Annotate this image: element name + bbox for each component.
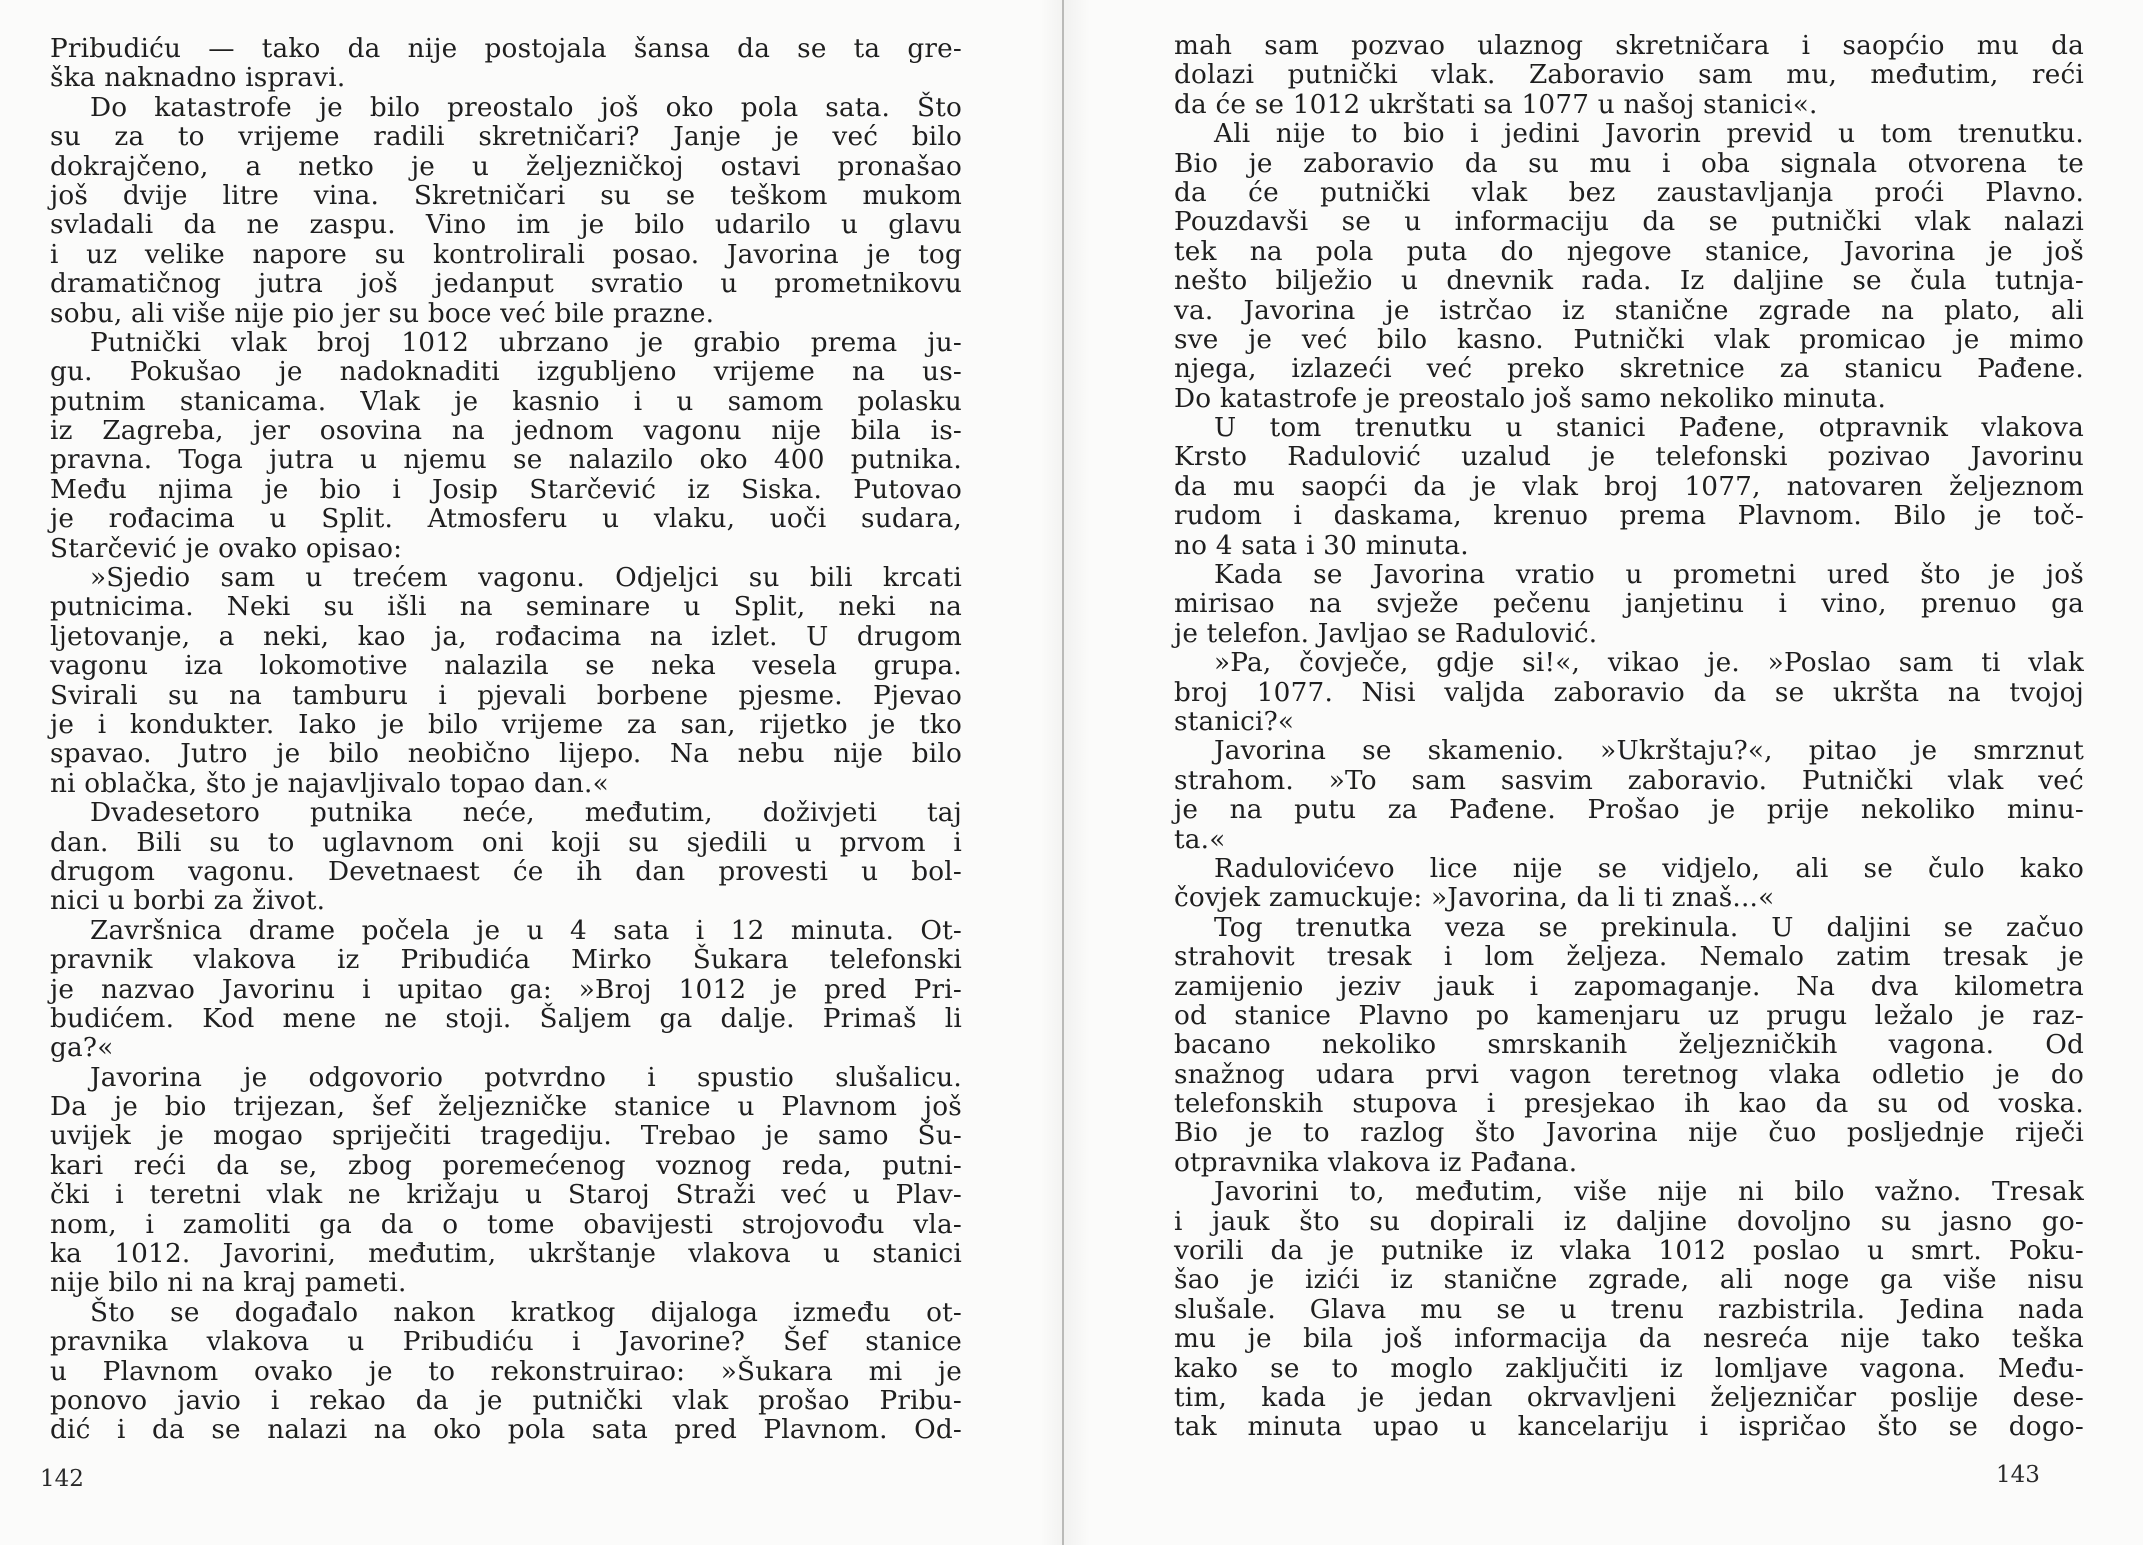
text-line: bacano nekoliko smrskanih željezničkih vagona. Od	[1174, 1030, 2084, 1061]
text-line: rudom i daskama, krenuo prema Plavnom. Bilo je toč-	[1174, 501, 2084, 532]
text-line: Pribudiću — tako da nije postojala šansa da se ta gre-	[50, 34, 962, 64]
text-line: drugom vagonu. Devetnaest će ih dan provesti u bol-	[50, 856, 962, 887]
text-line: strahom. »To sam sasvim zaboravio. Putnički vlak već	[1174, 765, 2084, 796]
text-line: telefonskih stupova i presjekao ih kao da su od voska.	[1174, 1089, 2084, 1120]
text-line: ljetovanje, a neki, kao ja, rođacima na izlet. U drugom	[50, 621, 962, 652]
text-line: otpravnika vlakova iz Pađana.	[1174, 1147, 1578, 1178]
text-line: Starčević je ovako opisao:	[50, 533, 403, 564]
right-page-text	[1174, 32, 2084, 1443]
text-line: mu je bila još informacija da nesreća nije tako teška	[1174, 1324, 2084, 1355]
text-line: Ali nije to bio i jedini Javorin previd u tom trenutku.	[1214, 119, 2084, 150]
text-line: mirisao na svježe pečenu janjetinu i vino, prenuo ga	[1174, 589, 2084, 620]
text-line: dramatičnog jutra još jedanput svratio u prometnikovu	[50, 269, 962, 300]
text-line: da će se 1012 ukrštati sa 1077 u našoj stanici«.	[1174, 89, 1818, 120]
text-line: da će putnički vlak bez zaustavljanja proći Plavno.	[1174, 177, 2084, 208]
text-line: vorili da je putnike iz vlaka 1012 poslao u smrt. Poku-	[1174, 1236, 2084, 1267]
left-page-number: 142	[40, 1466, 84, 1492]
text-line: Među njima je bio i Josip Starčević iz Siska. Putovao	[50, 474, 962, 505]
text-line: »Sjedio sam u trećem vagonu. Odjeljci su bili krcati	[90, 563, 962, 594]
text-line: sobu, ali više nije pio jer su boce već bile prazne.	[50, 298, 715, 329]
text-line: nom, i zamoliti ga da o tome obavijesti strojovođu vla-	[50, 1209, 962, 1240]
left-page	[0, 0, 1062, 1545]
text-line: u Plavnom ovako je to rekonstruirao: »Šukara mi je	[50, 1356, 962, 1387]
text-line: gu. Pokušao je nadoknaditi izgubljeno vrijeme na us-	[50, 357, 962, 388]
text-line: i uz velike napore su kontrolirali posao. Javorina je tog	[50, 239, 962, 270]
text-line: no 4 sata i 30 minuta.	[1174, 530, 1469, 561]
text-line: još dvije litre vina. Skretničari su se teškom mukom	[50, 180, 962, 211]
text-line: Do katastrofe je bilo preostalo još oko pola sata. Što	[90, 92, 962, 123]
text-line: spavao. Jutro je bilo neobično lijepo. Na nebu nije bilo	[50, 739, 962, 770]
text-line: čovjek zamuckuje: »Javorina, da li ti znaš...«	[1174, 883, 1775, 914]
text-line: tak minuta upao u kancelariju i ispričao što se dogo-	[1174, 1412, 2084, 1443]
text-line: strahovit tresak i lom željeza. Nemalo zatim tresak je	[1174, 942, 2084, 973]
text-line: snažnog udara prvi vagon teretnog vlaka odletio je do	[1174, 1059, 2084, 1090]
text-line: tim, kada je jedan okrvavljeni željezničar poslije dese-	[1174, 1382, 2084, 1413]
text-line: putnim stanicama. Vlak je kasnio i u samom polasku	[50, 386, 962, 417]
text-line: od stanice Plavno po kamenjaru uz prugu ležalo je raz-	[1174, 1000, 2084, 1031]
text-line: mah sam pozvao ulaznog skretničara i saopćio mu da	[1174, 31, 2084, 61]
text-line: ni oblačka, što je najavljivalo topao dan.«	[50, 768, 609, 799]
text-line: Tog trenutka veza se prekinula. U daljini se začuo	[1214, 912, 2084, 943]
text-line: čki i teretni vlak ne križaju u Staroj Straži već u Plav-	[50, 1180, 962, 1211]
text-line: slušale. Glava mu se u trenu razbistrila. Jedina nada	[1174, 1294, 2084, 1325]
text-line: ta.«	[1174, 824, 1226, 855]
text-line: iz Zagreba, jer osovina na jednom vagonu nije bila is-	[50, 416, 962, 447]
text-line: da mu saopći da je vlak broj 1077, natovaren željeznom	[1174, 471, 2084, 502]
text-line: Bio je zaboravio da su mu i oba signala otvorena te	[1174, 148, 2084, 179]
text-line: kako se to moglo zaključiti iz lomljave vagona. Među-	[1174, 1353, 2084, 1384]
text-line: je rođacima u Split. Atmosferu u vlaku, uoči sudara,	[50, 504, 962, 535]
text-line: je na putu za Pađene. Prošao je prije nekoliko minu-	[1174, 795, 2084, 826]
text-line: nici u borbi za život.	[50, 886, 326, 917]
text-line: ponovo javio i rekao da je putnički vlak prošao Pribu-	[50, 1385, 962, 1416]
text-line: broj 1077. Nisi valjda zaboravio da se ukršta na tvojoj	[1174, 677, 2084, 708]
text-line: Bio je to razlog što Javorina nije čuo posljednje riječi	[1174, 1118, 2084, 1149]
text-line: Dvadesetoro putnika neće, međutim, doživjeti taj	[90, 798, 962, 829]
text-line: Putnički vlak broj 1012 ubrzano je grabio prema ju-	[90, 327, 962, 358]
text-line: stanici?«	[1174, 706, 1295, 737]
text-line: U tom trenutku u stanici Pađene, otpravnik vlakova	[1214, 413, 2084, 444]
text-line: nije bilo ni na kraj pameti.	[50, 1268, 407, 1299]
text-line: šao je izići iz stanične zgrade, ali noge ga više nisu	[1174, 1265, 2084, 1296]
text-line: »Pa, čovječe, gdje si!«, vikao je. »Poslao sam ti vlak	[1214, 648, 2084, 679]
text-line: Krsto Radulović uzalud je telefonski pozivao Javorinu	[1174, 442, 2084, 473]
text-line: Do katastrofe je preostalo još samo nekoliko minuta.	[1174, 383, 1887, 414]
text-line: nešto bilježio u dnevnik rada. Iz daljine se čula tutnja-	[1174, 266, 2084, 297]
text-line: Radulovićevo lice nije se vidjelo, ali se čulo kako	[1214, 853, 2084, 884]
text-line: tek na pola puta do njegove stanice, Javorina je još	[1174, 236, 2084, 267]
text-line: va. Javorina je istrčao iz stanične zgrade na plato, ali	[1174, 295, 2084, 326]
right-page-number: 143	[1996, 1462, 2040, 1488]
text-line: zamijenio jeziv jauk i zapomaganje. Na dva kilometra	[1174, 971, 2084, 1002]
text-line: Javorina se skamenio. »Ukrštaju?«, pitao je smrznut	[1214, 736, 2084, 767]
text-line: Pouzdavši se u informaciju da se putnički vlak nalazi	[1174, 207, 2084, 238]
text-line: Svirali su na tamburu i pjevali borbene pjesme. Pjevao	[50, 680, 962, 711]
text-line: dokrajčeno, a netko je u željezničkoj ostavi pronašao	[50, 151, 962, 182]
left-page-text	[50, 35, 962, 1446]
text-line: vagonu iza lokomotive nalazila se neka vesela grupa.	[50, 651, 962, 682]
text-line: ška naknadno ispravi.	[50, 63, 346, 94]
text-line: svladali da ne zaspu. Vino im je bilo udarilo u glavu	[50, 210, 962, 241]
text-line: uvijek je mogao spriječiti tragediju. Trebao je samo Šu-	[50, 1121, 962, 1152]
text-line: njega, izlazeći već preko skretnice za stanicu Pađene.	[1174, 354, 2084, 385]
text-line: Što se događalo nakon kratkog dijaloga između ot-	[90, 1297, 962, 1328]
text-line: putnicima. Neki su išli na seminare u Split, neki na	[50, 592, 962, 623]
text-line: je i kondukter. Iako je bilo vrijeme za san, rijetko je tko	[50, 709, 962, 740]
text-line: je telefon. Javljao se Radulović.	[1174, 618, 1598, 649]
text-line: budićem. Kod mene ne stoji. Šaljem ga dalje. Primaš li	[50, 1003, 962, 1034]
text-line: ka 1012. Javorini, međutim, ukrštanje vlakova u stanici	[50, 1239, 962, 1270]
text-line: dić i da se nalazi na oko pola sata pred Plavnom. Od-	[50, 1415, 962, 1446]
text-line: ga?«	[50, 1033, 114, 1064]
text-line: Javorina je odgovorio potvrdno i spustio slušalicu.	[90, 1062, 962, 1093]
text-line: pravnik vlakova iz Pribudića Mirko Šukara telefonski	[50, 945, 962, 976]
text-line: dan. Bili su to uglavnom oni koji su sjedili u prvom i	[50, 827, 962, 858]
text-line: Završnica drame počela je u 4 sata i 12 minuta. Ot-	[90, 915, 962, 946]
text-line: i jauk što su dopirali iz daljine dovoljno su jasno go-	[1174, 1206, 2084, 1237]
text-line: je nazvao Javorinu i upitao ga: »Broj 1012 je pred Pri-	[50, 974, 962, 1005]
text-line: sve je već bilo kasno. Putnički vlak promicao je mimo	[1174, 324, 2084, 355]
text-line: kari reći da se, zbog poremećenog voznog reda, putni-	[50, 1150, 962, 1181]
text-line: pravnika vlakova u Pribudiću i Javorine? Šef stanice	[50, 1327, 962, 1358]
text-line: Kada se Javorina vratio u prometni ured što je još	[1214, 560, 2084, 591]
text-line: Javorini to, međutim, više nije ni bilo važno. Tresak	[1214, 1177, 2084, 1208]
right-page	[1064, 0, 2143, 1545]
text-line: Da je bio trijezan, šef željezničke stanice u Plavnom još	[50, 1092, 962, 1123]
text-line: pravna. Toga jutra u njemu se nalazilo oko 400 putnika.	[50, 445, 962, 476]
text-line: dolazi putnički vlak. Zaboravio sam mu, međutim, reći	[1174, 60, 2084, 91]
text-line: su za to vrijeme radili skretničari? Janje je već bilo	[50, 122, 962, 153]
